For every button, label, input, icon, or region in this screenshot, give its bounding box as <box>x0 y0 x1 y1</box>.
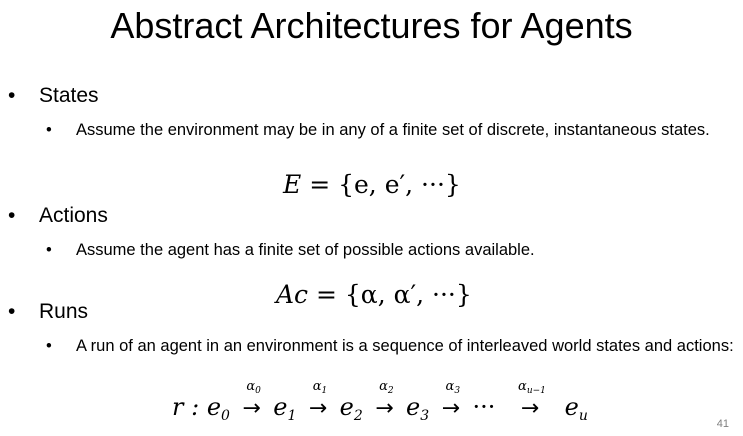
bullet-dot-icon: • <box>8 300 16 323</box>
run-arrow: $\alpha_2$ → <box>375 379 394 421</box>
run-arrow: $\alpha_3$ → <box>441 379 461 421</box>
bullet-dot-icon: • <box>46 241 52 259</box>
heading-actions: Actions <box>39 204 108 227</box>
run-state: $e_2$ <box>339 393 363 424</box>
runs-text: A run of an agent in an environment is a sequence of interleaved world states and actions: <box>76 337 734 355</box>
run-state: $e_u$ <box>564 393 588 424</box>
run-lead: r : <box>172 393 200 421</box>
formula-lhs: Ac <box>276 280 309 309</box>
states-text: Assume the environment may be in any of a finite set of discrete, instantaneous states. <box>76 121 710 139</box>
actions-formula: Ac = {α, α′, ···} <box>276 280 472 309</box>
heading-states: States <box>39 84 99 107</box>
run-state: $e_3$ <box>406 393 430 424</box>
bullet-dot-icon: • <box>8 204 16 227</box>
slide-title: Abstract Architectures for Agents <box>110 5 633 46</box>
run-arrow: $\alpha_{u-1}$ → <box>518 379 546 421</box>
run-arrow: $\alpha_1$ → <box>308 379 328 421</box>
run-arrow: $\alpha_0$ → <box>242 379 261 421</box>
page-number: 41 <box>716 418 729 430</box>
actions-text: Assume the agent has a finite set of possible actions available. <box>76 241 535 259</box>
run-ellipsis: ··· <box>472 393 496 421</box>
formula-lhs: E <box>283 170 302 199</box>
bullet-dot-icon: • <box>46 337 52 355</box>
run-formula <box>172 379 588 424</box>
bullet-dot-icon: • <box>8 84 16 107</box>
run-state: $e_0$ <box>206 393 230 424</box>
bullet-dot-icon: • <box>46 121 52 139</box>
heading-runs: Runs <box>39 300 89 323</box>
states-formula: E = {e, e′, ···} <box>283 170 461 199</box>
formula-rhs: {α, α′, ···} <box>344 280 472 309</box>
formula-rhs: {e, e′, ···} <box>338 170 461 199</box>
run-state: $e_1$ <box>273 393 297 424</box>
